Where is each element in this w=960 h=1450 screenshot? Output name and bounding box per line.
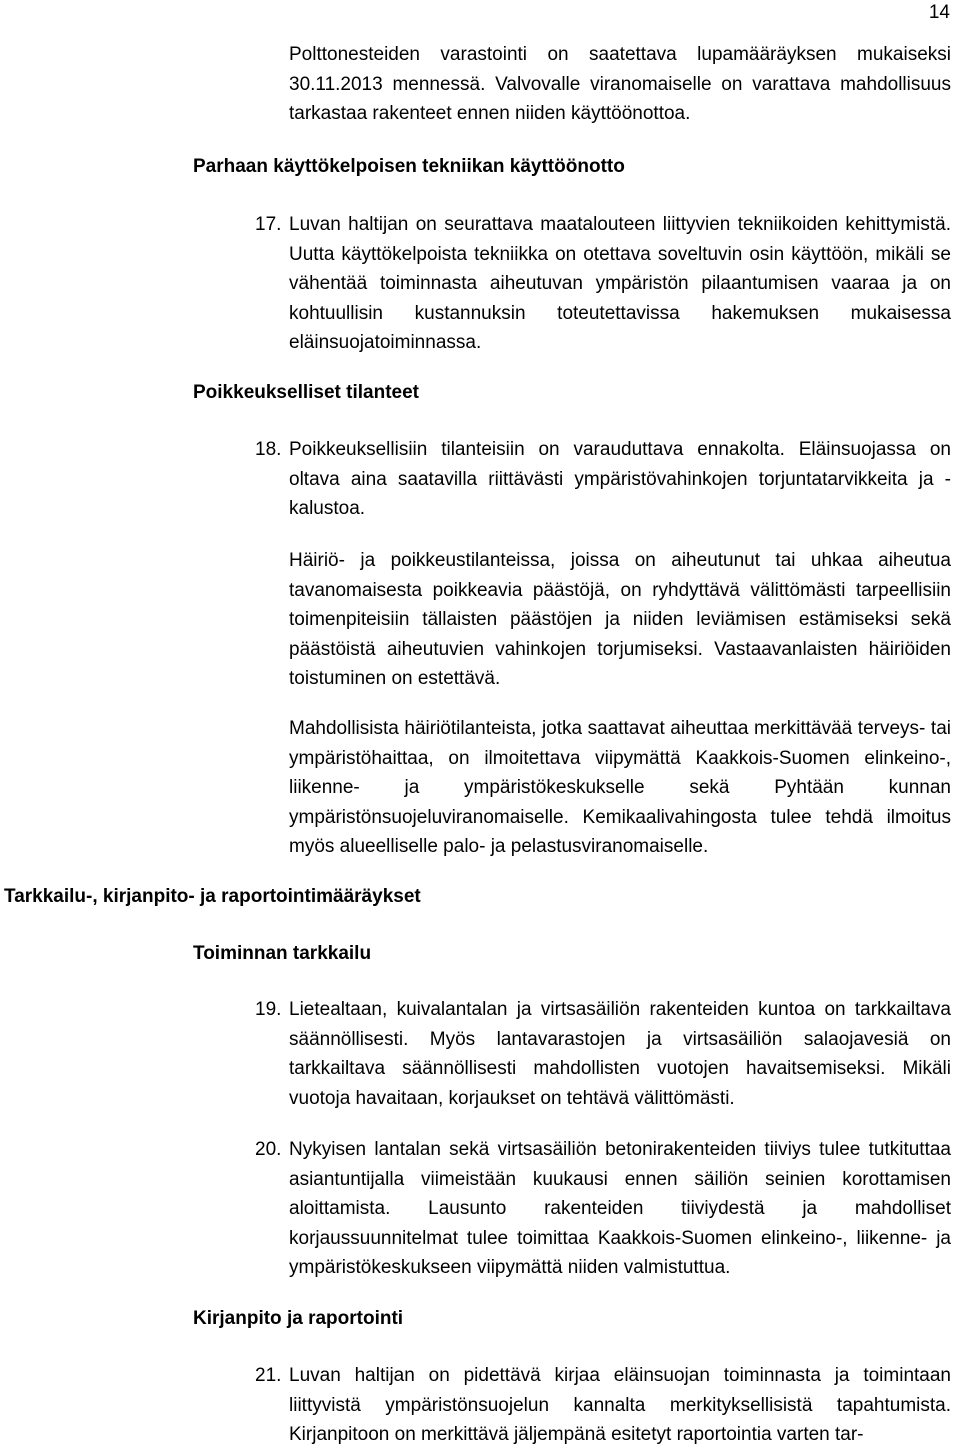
item-19 <box>255 995 951 1113</box>
item-20 <box>255 1135 951 1283</box>
item-17-text: Luvan haltijan on seurattava maatalouteen liittyvien tekniikoiden kehittymistä. Uutta käyttökelpoista tekniikka on otettava soveltuvin osin käyttöön, mikäli se vähentää toiminnasta aiheutuvan ympäristön pilaantumisen vaaraa ja on kohtuullisin kustannuksin toteutettavissa hakemuksen mukaisessa eläinsuojatoiminnassa. <box>289 214 951 353</box>
item-19-number: 19. <box>255 999 282 1020</box>
item-17 <box>255 210 951 358</box>
item-20-number: 20. <box>255 1139 282 1160</box>
operations-heading: Toiminnan tarkkailu <box>193 943 372 964</box>
page-number: 14 <box>928 2 950 23</box>
exceptional-heading: Poikkeukselliset tilanteet <box>193 382 419 403</box>
item-20-text: Nykyisen lantalan sekä virtsasäiliön betonirakenteiden tiiviys tulee tutkituttaa asiantuntijalla viimeistään kuukausi ennen säiliön seinien korottamisen aloittamista. Lausunto rakenteiden tiiviydestä ja mahdolliset korjaussuunnitelmat tulee toimittaa Kaakkois-Suomen elinkeino-, liikenne- ja ympäristökeskukseen viipymättä niiden valmistuttua. <box>289 1139 951 1278</box>
records-heading: Kirjanpito ja raportointi <box>193 1308 404 1329</box>
item-17-number: 17. <box>255 214 282 235</box>
item-21-number: 21. <box>255 1365 282 1386</box>
intro-paragraph: Polttonesteiden varastointi on saatettava lupamääräyksen mukaiseksi 30.11.2013 mennessä. Valvovalle viranomaiselle on varattava mahdollisuus tarkastaa rakenteet ennen niiden käyttöönottoa. <box>289 44 951 124</box>
item-19-text: Lietealtaan, kuivalantalan ja virtsasäiliön rakenteiden kuntoa on tarkkailtava säännöllisesti. Myös lantavarastojen ja virtsasäiliön salaojavesiä on tarkkailtava säännöllisesti mahdollisten vuotojen havaitsemiseksi. Mikäli vuotoja havaitaan, korjaukset on tehtävä välittömästi. <box>289 999 951 1109</box>
item-18-paragraph-2: Häiriö- ja poikkeustilanteissa, joissa on aiheutunut tai uhkaa aiheutua tavanomaisesta poikkeavia päästöjä, on ryhdyttävä välittömästi tarpeellisiin toimenpiteisiin tällaisten päästöjen ja niiden leviämisen estämiseksi sekä päästöistä aiheutuvien vahinkojen torjumiseksi. Vastaavanlaisten häiriöiden toistuminen on estettävä. <box>289 550 951 689</box>
item-18-paragraph-3: Mahdollisista häiriötilanteista, jotka saattavat aiheuttaa merkittävää terveys- tai ympäristöhaittaa, on ilmoitettava viipymättä Kaakkois-Suomen elinkeino-, liikenne- ja ympäristökeskukselle sekä Pyhtään kunnan ympäristönsuojeluviranomaiselle. Kemikaalivahingosta tulee tehdä ilmoitus myös alueelliselle palo- ja pelastusviranomaiselle. <box>289 718 951 857</box>
item-21-text: Luvan haltijan on pidettävä kirjaa eläinsuojan toiminnasta ja toimintaan liittyvistä ympäristönsuojelun kannalta merkityksellisistä tapahtumista. Kirjanpitoon on merkittävä jäljempänä esitetyt raportointia varten tar- <box>289 1365 951 1445</box>
item-18-text: Poikkeuksellisiin tilanteisiin on varauduttava ennakolta. Eläinsuojassa on oltava aina saatavilla riittävästi ympäristövahinkojen torjuntatarvikkeita ja -kalustoa. <box>289 439 951 519</box>
item-18 <box>255 435 951 524</box>
monitoring-main-heading: Tarkkailu-, kirjanpito- ja raportointimääräykset <box>4 886 421 907</box>
item-18-number: 18. <box>255 439 282 460</box>
bat-heading: Parhaan käyttökelpoisen tekniikan käyttöönotto <box>193 156 625 177</box>
item-21 <box>255 1361 951 1450</box>
